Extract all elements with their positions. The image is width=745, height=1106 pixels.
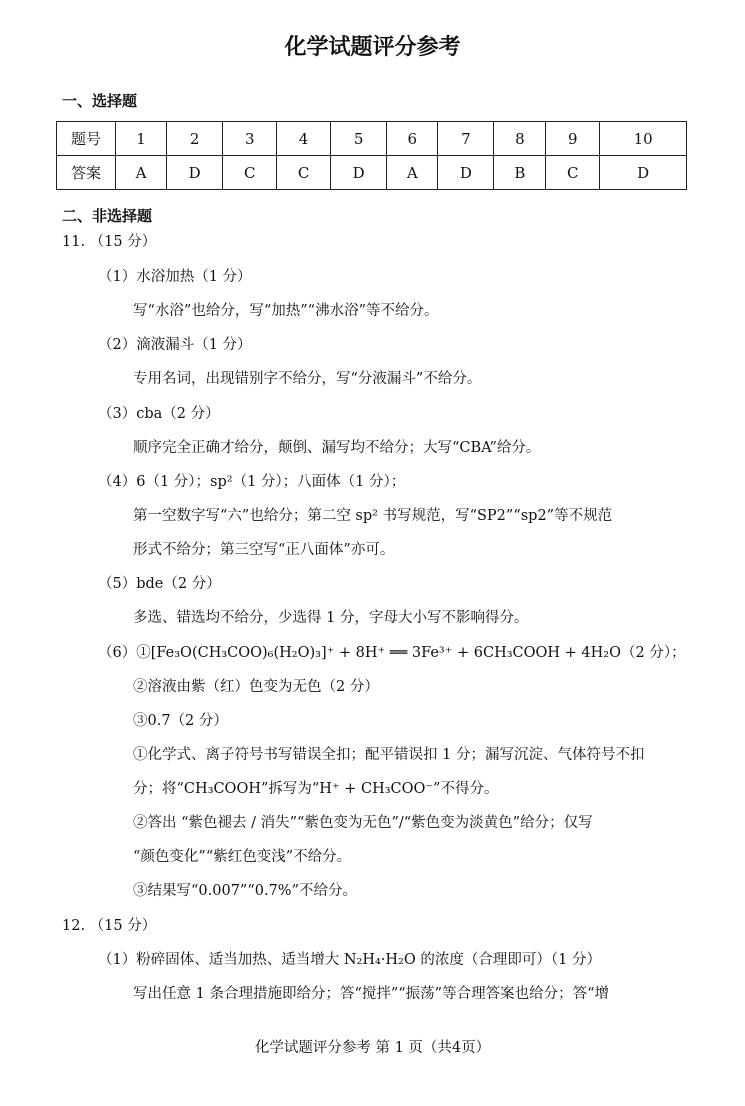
- answer-line: （5）bde（2 分）: [98, 576, 221, 592]
- note-line: 写“水浴”也给分，写“加热”“沸水浴”等不给分。: [133, 303, 439, 319]
- table-row: [57, 122, 687, 156]
- section-heading-nonchoice: 二、非选择题: [62, 207, 153, 225]
- table-cell: A: [387, 156, 438, 190]
- answer-line: ③0.7（2 分）: [133, 713, 228, 729]
- note-line: 顺序完全正确才给分，颠倒、漏写均不给分；大写“CBA”给分。: [133, 440, 541, 456]
- note-line: 形式不给分；第三空写“正八面体”亦可。: [133, 542, 395, 558]
- table-cell: C: [546, 156, 600, 190]
- answer-line: （1）水浴加热（1 分）: [98, 269, 252, 285]
- table-cell: D: [600, 156, 687, 190]
- note-line: ①化学式、离子符号书写错误全扣；配平错误扣 1 分；漏写沉淀、气体符号不扣: [133, 747, 645, 763]
- table-cell: D: [167, 156, 223, 190]
- table-cell: D: [330, 156, 386, 190]
- question-11-heading: 11. （15 分）: [62, 234, 157, 250]
- answer-line: （3）cba（2 分）: [98, 406, 220, 422]
- table-cell: 2: [167, 122, 223, 156]
- table-cell: 3: [223, 122, 277, 156]
- answer-line: （2）滴液漏斗（1 分）: [98, 337, 252, 353]
- answer-line: （4）6（1 分）；sp²（1 分）；八面体（1 分）；: [98, 474, 406, 490]
- answer-line: （1）粉碎固体、适当加热、适当增大 N₂H₄·H₂O 的浓度（合理即可）（1 分）: [98, 952, 601, 968]
- table-cell: D: [438, 156, 494, 190]
- question-12-heading: 12. （15 分）: [62, 918, 157, 934]
- note-line: 写出任意 1 条合理措施即给分；答“搅拌”“振荡”等合理答案也给分；答“增: [133, 986, 610, 1002]
- table-cell: 6: [387, 122, 438, 156]
- equation-line: [98, 643, 686, 663]
- section-heading-choice: 一、选择题: [62, 92, 138, 110]
- answer-label: （6）①: [98, 645, 151, 661]
- table-cell: 1: [116, 122, 167, 156]
- table-cell: B: [494, 156, 546, 190]
- table-cell: A: [116, 156, 167, 190]
- chemical-equation: [Fe₃O(CH₃COO)₆(H₂O)₃]⁺ + 8H⁺ ══ 3Fe³⁺ + 6CH₃COOH + 4H₂O（2 分）；: [150, 645, 686, 661]
- note-line: 专用名词，出现错别字不给分，写“分液漏斗”不给分。: [133, 371, 482, 387]
- page-title: 化学试题评分参考: [284, 35, 461, 60]
- note-line: “颜色变化”“紫红色变浅”不给分。: [133, 849, 352, 865]
- note-line: ③结果写“0.007”“0.7%”不给分。: [133, 883, 357, 899]
- table-cell: C: [223, 156, 277, 190]
- page-footer: 化学试题评分参考 第 1 页（共4页）: [254, 1040, 491, 1056]
- answer-line: ②溶液由紫（红）色变为无色（2 分）: [133, 679, 379, 695]
- table-row: [57, 156, 687, 190]
- table-header-cell: 答案: [57, 156, 116, 190]
- table-cell: 8: [494, 122, 546, 156]
- table-cell: 7: [438, 122, 494, 156]
- table-cell: 4: [277, 122, 331, 156]
- table-cell: 10: [600, 122, 687, 156]
- table-cell: C: [277, 156, 331, 190]
- table-cell: 9: [546, 122, 600, 156]
- table-header-cell: 题号: [57, 122, 116, 156]
- note-line: 多选、错选均不给分，少选得 1 分，字母大小写不影响得分。: [133, 610, 529, 626]
- answer-table: [56, 121, 687, 190]
- note-line: 第一空数字写“六”也给分；第二空 sp² 书写规范，写“SP2”“sp2”等不规范: [133, 508, 613, 524]
- table-cell: 5: [330, 122, 386, 156]
- note-line: ②答出 “紫色褪去 / 消失”“紫色变为无色”/“紫色变为淡黄色”给分；仅写: [133, 815, 593, 831]
- note-line: 分；将“CH₃COOH”拆写为“H⁺ + CH₃COO⁻”不得分。: [133, 781, 499, 797]
